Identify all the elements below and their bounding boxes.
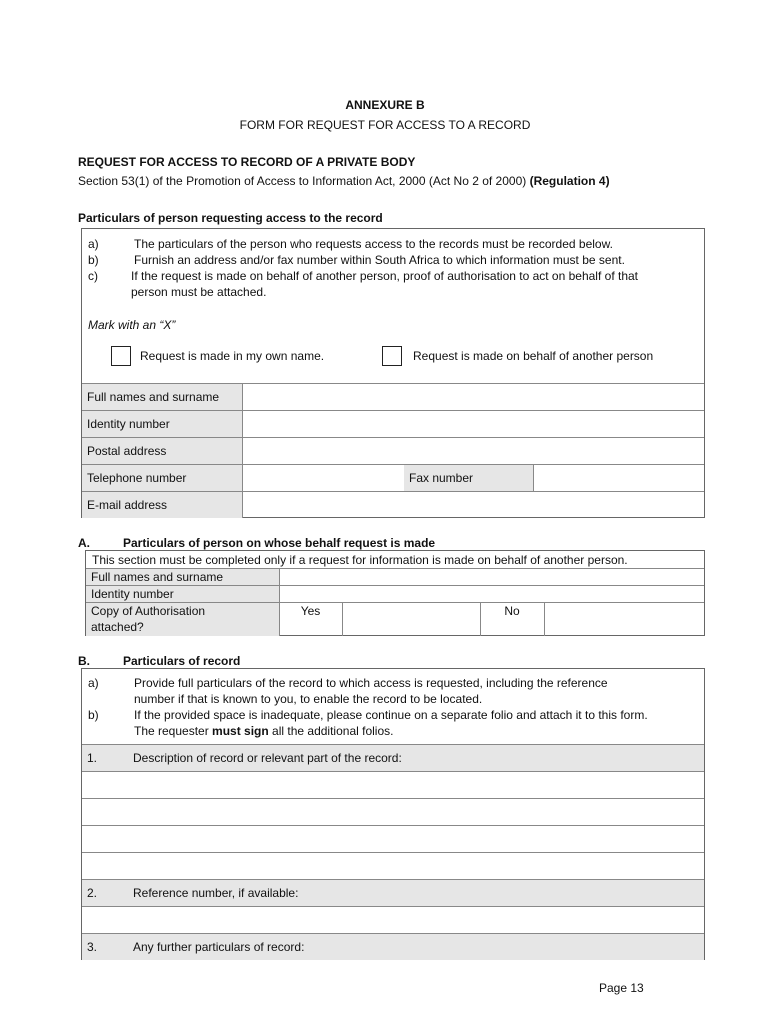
telephone-row — [82, 464, 704, 491]
item-2-line-1[interactable] — [82, 906, 704, 933]
full-names-input[interactable] — [242, 384, 704, 410]
identity-label: Identity number — [82, 411, 242, 437]
yes-label: Yes — [300, 604, 321, 618]
section-b-inst-a-1: Provide full particulars of the record to which access is requested, including the reference — [134, 676, 608, 690]
form-heading: REQUEST FOR ACCESS TO RECORD OF A PRIVATE BODY — [78, 155, 416, 169]
section-b-inst-a-label: a) — [88, 676, 99, 690]
form-title: FORM FOR REQUEST FOR ACCESS TO A RECORD — [239, 118, 531, 132]
own-name-checkbox[interactable] — [111, 346, 131, 366]
item-1-line-4[interactable] — [82, 852, 704, 879]
item-3-number: 3. — [87, 940, 98, 954]
section-a-box — [85, 550, 705, 636]
behalf-names-input[interactable] — [279, 569, 704, 585]
behalf-identity-input[interactable] — [279, 586, 704, 602]
item-1-number: 1. — [87, 751, 98, 765]
no-label: No — [504, 604, 520, 618]
fax-label: Fax number — [404, 465, 533, 491]
authorisation-label: Copy of Authorisation attached? — [86, 603, 279, 636]
section-b-inst-b-label: b) — [88, 708, 99, 722]
behalf-identity-label: Identity number — [86, 586, 279, 602]
postal-input[interactable] — [242, 438, 704, 464]
email-input[interactable] — [242, 492, 704, 518]
behalf-names-label: Full names and surname — [86, 569, 279, 585]
item-1-line-3[interactable] — [82, 825, 704, 852]
item-3-header — [82, 933, 704, 960]
item-2-text: Reference number, if available: — [133, 886, 299, 900]
section-b-inst-b-2: The requester must sign all the additional folios. — [134, 724, 394, 738]
telephone-input[interactable] — [242, 465, 404, 491]
item-1-header — [82, 744, 704, 771]
section-b-title: Particulars of record — [123, 654, 241, 668]
section-b-letter: B. — [78, 654, 90, 668]
item-1-line-1[interactable] — [82, 771, 704, 798]
annexure-label: ANNEXURE B — [345, 98, 425, 112]
requester-title: Particulars of person requesting access to the record — [78, 211, 383, 225]
section-a-note: This section must be completed only if a request for information is made on behalf of another person. — [92, 553, 628, 567]
item-2-number: 2. — [87, 886, 98, 900]
item-1-line-2[interactable] — [82, 798, 704, 825]
full-names-label: Full names and surname — [82, 384, 242, 410]
yes-input[interactable] — [342, 603, 480, 636]
behalf-identity-row — [86, 585, 704, 602]
instruction-b-label: b) — [88, 253, 99, 267]
instruction-c-text: If the request is made on behalf of another person, proof of authorisation to act on behalf of that — [131, 269, 638, 283]
page-number: Page 13 — [599, 981, 644, 995]
instruction-b-text: Furnish an address and/or fax number within South Africa to which information must be sent. — [134, 253, 625, 267]
item-2-header — [82, 879, 704, 906]
behalf-checkbox[interactable] — [382, 346, 402, 366]
section-a-letter: A. — [78, 536, 90, 550]
item-3-text: Any further particulars of record: — [133, 940, 305, 954]
authorisation-row — [86, 602, 704, 636]
full-names-row — [82, 383, 704, 410]
email-row — [82, 491, 704, 518]
fax-input[interactable] — [533, 465, 704, 491]
postal-row — [82, 437, 704, 464]
instruction-a-label: a) — [88, 237, 99, 251]
section-reference: Section 53(1) of the Promotion of Access to Information Act, 2000 (Act No 2 of 2000) (Regulation 4) — [78, 174, 610, 188]
regulation-ref: (Regulation 4) — [529, 174, 610, 188]
no-input[interactable] — [544, 603, 704, 636]
behalf-label: Request is made on behalf of another person — [413, 349, 654, 363]
section-b-inst-b-1: If the provided space is inadequate, please continue on a separate folio and attach it to this form. — [134, 708, 648, 722]
identity-input[interactable] — [242, 411, 704, 437]
identity-row — [82, 410, 704, 437]
instruction-a-text: The particulars of the person who requests access to the records must be recorded below. — [134, 237, 613, 251]
section-b-box — [81, 668, 705, 960]
instruction-c-label: c) — [88, 269, 98, 283]
telephone-label: Telephone number — [82, 465, 242, 491]
requester-box — [81, 228, 705, 518]
instruction-c-cont: person must be attached. — [131, 285, 267, 299]
mark-label: Mark with an “X” — [88, 318, 176, 332]
section-b-inst-a-2: number if that is known to you, to enable the record to be located. — [134, 692, 483, 706]
postal-label: Postal address — [82, 438, 242, 464]
section-a-title: Particulars of person on whose behalf request is made — [123, 536, 436, 550]
behalf-names-row — [86, 568, 704, 585]
own-name-label: Request is made in my own name. — [140, 349, 325, 363]
item-1-text: Description of record or relevant part of the record: — [133, 751, 402, 765]
email-label: E-mail address — [82, 492, 242, 518]
